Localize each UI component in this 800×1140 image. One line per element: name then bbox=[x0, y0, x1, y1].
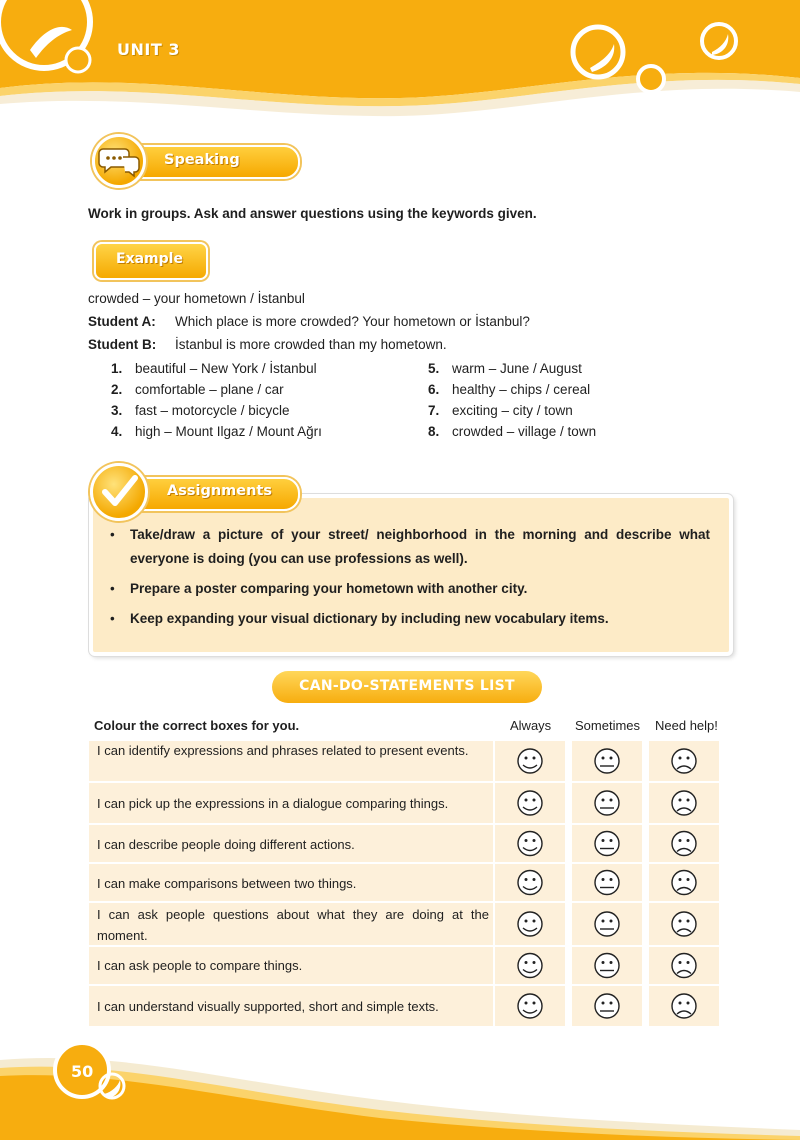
unit-title: UNIT 3 bbox=[117, 40, 180, 59]
rating-cell-sad[interactable] bbox=[649, 947, 719, 984]
rating-cell-happy[interactable] bbox=[495, 864, 565, 901]
rating-cell-neutral[interactable] bbox=[572, 864, 642, 901]
list-item: 6. healthy – chips / cereal bbox=[428, 382, 591, 397]
list-item: 1. beautiful – New York / İstanbul bbox=[111, 361, 317, 376]
rating-cell-sad[interactable] bbox=[649, 903, 719, 945]
happy-face-icon bbox=[495, 903, 565, 945]
list-item: 5. warm – June / August bbox=[428, 361, 582, 376]
rating-cell-sad[interactable] bbox=[649, 825, 719, 862]
table-row: I can describe people doing different actions. bbox=[97, 837, 355, 852]
neutral-face-icon bbox=[572, 947, 642, 984]
cando-title: CAN-DO-STATEMENTS LIST bbox=[299, 678, 515, 694]
rating-cell-happy[interactable] bbox=[495, 741, 565, 781]
assignments-box bbox=[89, 494, 733, 656]
list-item: 2. comfortable – plane / car bbox=[111, 382, 284, 397]
table-row: I can make comparisons between two things. bbox=[97, 876, 357, 891]
column-header-always: Always bbox=[510, 718, 552, 733]
header-banner bbox=[0, 0, 800, 130]
neutral-face-icon bbox=[572, 864, 642, 901]
list-item: • Prepare a poster comparing your hometown with another city. bbox=[110, 581, 528, 596]
list-item: 4. high – Mount Ilgaz / Mount Ağrı bbox=[111, 424, 322, 439]
table-row: I can identify expressions and phrases related to present events. bbox=[97, 743, 469, 758]
list-item: 8. crowded – village / town bbox=[428, 424, 597, 439]
column-header-sometimes: Sometimes bbox=[575, 718, 641, 733]
student-b-label: Student B: bbox=[88, 337, 157, 352]
student-b-text: İstanbul is more crowded than my hometown. bbox=[175, 337, 447, 352]
rating-cell-neutral[interactable] bbox=[572, 741, 642, 781]
sad-face-icon bbox=[649, 783, 719, 823]
sad-face-icon bbox=[649, 741, 719, 781]
neutral-face-icon bbox=[572, 741, 642, 781]
happy-face-icon bbox=[495, 741, 565, 781]
table-row: I can ask people questions about what they are doing at the moment. bbox=[97, 907, 489, 943]
column-header-need-help: Need help! bbox=[655, 718, 718, 733]
rating-cell-happy[interactable] bbox=[495, 825, 565, 862]
example-prompt: crowded – your hometown / İstanbul bbox=[88, 291, 305, 306]
example-label: Example bbox=[116, 251, 183, 267]
checkmark-icon bbox=[90, 463, 148, 521]
table-row: I can ask people to compare things. bbox=[97, 958, 303, 973]
rating-cell-sad[interactable] bbox=[649, 741, 719, 781]
rating-cell-neutral[interactable] bbox=[572, 903, 642, 945]
list-item: 7. exciting – city / town bbox=[428, 403, 573, 418]
rating-cell-sad[interactable] bbox=[649, 864, 719, 901]
student-a-text: Which place is more crowded? Your hometown or İstanbul? bbox=[175, 314, 530, 329]
sad-face-icon bbox=[649, 947, 719, 984]
rating-cell-happy[interactable] bbox=[495, 783, 565, 823]
neutral-face-icon bbox=[572, 783, 642, 823]
happy-face-icon bbox=[495, 783, 565, 823]
table-row: I can pick up the expressions in a dialogue comparing things. bbox=[97, 796, 449, 811]
rating-cell-happy[interactable] bbox=[495, 903, 565, 945]
sad-face-icon bbox=[649, 825, 719, 862]
happy-face-icon bbox=[495, 864, 565, 901]
sad-face-icon bbox=[649, 864, 719, 901]
page-number: 50 bbox=[71, 1062, 94, 1081]
sad-face-icon bbox=[649, 903, 719, 945]
footer-banner bbox=[0, 1020, 800, 1140]
instruction-text: Work in groups. Ask and answer questions using the keywords given. bbox=[88, 206, 537, 221]
rating-cell-neutral[interactable] bbox=[572, 783, 642, 823]
rating-cell-happy[interactable] bbox=[495, 947, 565, 984]
neutral-face-icon bbox=[572, 903, 642, 945]
student-a-label: Student A: bbox=[88, 314, 156, 329]
happy-face-icon bbox=[495, 947, 565, 984]
assignments-label: Assignments bbox=[167, 483, 272, 499]
speaking-label: Speaking bbox=[164, 152, 240, 168]
neutral-face-icon bbox=[572, 825, 642, 862]
rating-cell-neutral[interactable] bbox=[572, 947, 642, 984]
rating-cell-neutral[interactable] bbox=[572, 825, 642, 862]
list-item: 3. fast – motorcycle / bicycle bbox=[111, 403, 290, 418]
cando-instruction: Colour the correct boxes for you. bbox=[94, 718, 300, 733]
rating-cell-sad[interactable] bbox=[649, 783, 719, 823]
speech-bubble-icon bbox=[92, 134, 146, 188]
list-item: • Keep expanding your visual dictionary by including new vocabulary items. bbox=[110, 611, 609, 626]
table-row: I can understand visually supported, short and simple texts. bbox=[97, 999, 439, 1014]
happy-face-icon bbox=[495, 825, 565, 862]
list-item: • Take/draw a picture of your street/ neighborhood in the morning and describe what everyone is doing (you can use professions as well). bbox=[110, 527, 710, 566]
